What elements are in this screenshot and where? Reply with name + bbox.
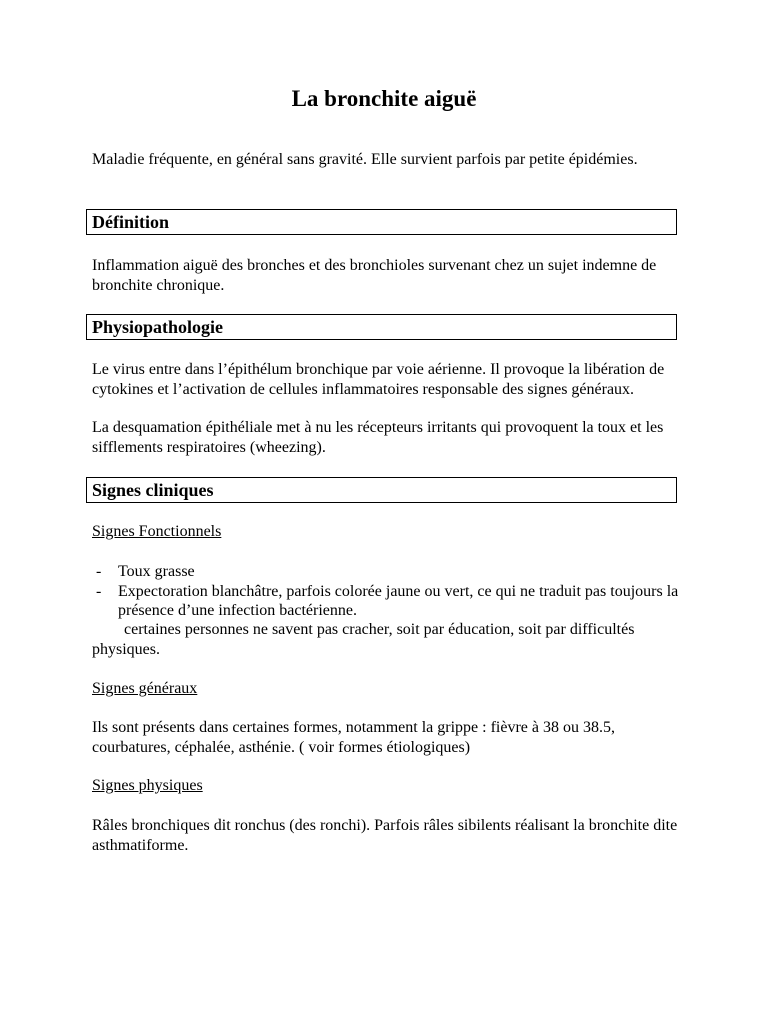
signes-fonctionnels-list xyxy=(92,562,682,621)
signes-generaux-paragraph: Ils sont présents dans certaines formes, notamment la grippe : fièvre à 38 ou 38.5, courbatures, céphalée, asthénie. ( voir formes étiologiques) xyxy=(92,719,615,756)
intro-paragraph: Maladie fréquente, en général sans gravité. Elle survient parfois par petite épidémies. xyxy=(92,151,638,168)
list-item xyxy=(92,582,682,621)
subheading-signes-fonctionnels: Signes Fonctionnels xyxy=(92,523,222,540)
list-item-text: Toux grasse xyxy=(118,563,195,580)
list-item xyxy=(92,562,682,582)
list-dash: - xyxy=(96,563,102,580)
list-dash: - xyxy=(96,582,102,600)
signes-physiques-paragraph: Râles bronchiques dit ronchus (des ronchi). Parfois râles sibilents réalisant la bronchite dite asthmatiforme. xyxy=(92,817,678,854)
definition-paragraph: Inflammation aiguë des bronches et des bronchioles survenant chez un sujet indemne de bronchite chronique. xyxy=(92,257,657,294)
list-item-text: Expectoration blanchâtre, parfois colorée jaune ou vert, ce qui ne traduit pas toujours la présence d’une infection bactérienne. xyxy=(118,582,679,619)
section-heading-physiopathologie: Physiopathologie xyxy=(86,314,677,340)
section-heading-signes-cliniques: Signes cliniques xyxy=(86,477,677,503)
subheading-signes-physiques: Signes physiques xyxy=(92,777,203,794)
subheading-signes-generaux: Signes généraux xyxy=(92,680,198,697)
signes-fonctionnels-note: certaines personnes ne savent pas cracher, soit par éducation, soit par difficultés physiques. xyxy=(92,621,635,658)
physiopathologie-paragraph-1: Le virus entre dans l’épithélum bronchique par voie aérienne. Il provoque la libération de cytokines et l’activation de cellules inflammatoires responsable des signes généraux. xyxy=(92,361,665,398)
physiopathologie-paragraph-2: La desquamation épithéliale met à nu les récepteurs irritants qui provoquent la toux et les sifflements respiratoires (wheezing). xyxy=(92,419,664,456)
section-heading-definition: Définition xyxy=(86,209,677,235)
page-title: La bronchite aiguë xyxy=(291,86,477,111)
